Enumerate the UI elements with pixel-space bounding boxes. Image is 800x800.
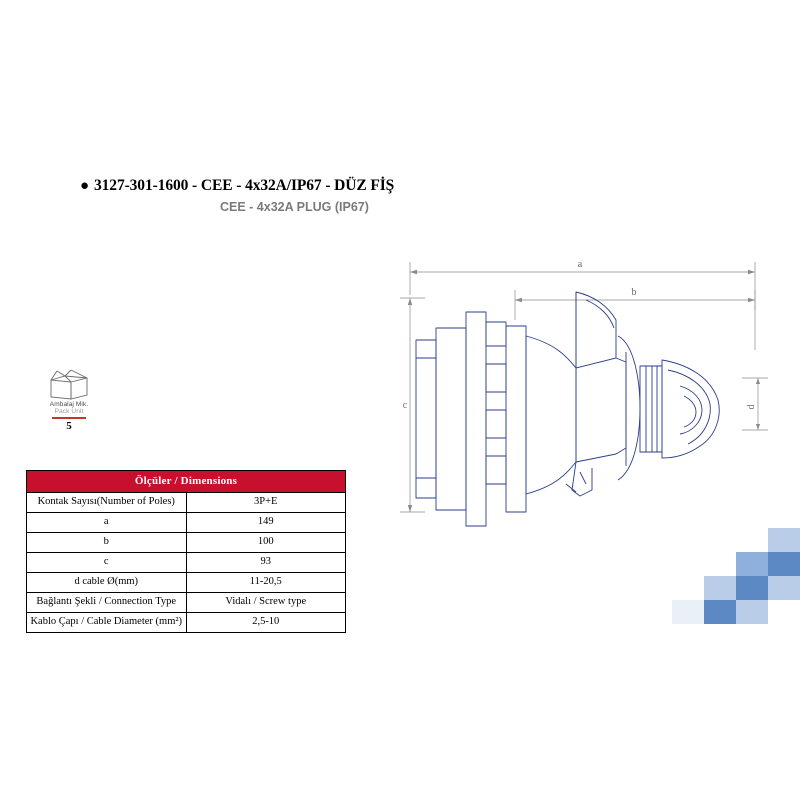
deco-square [768, 528, 800, 552]
deco-square [704, 600, 736, 624]
table-row [27, 553, 346, 573]
product-title-block [80, 176, 640, 214]
pack-unit-label-en: Pack Unit [54, 408, 84, 415]
table-row [27, 513, 346, 533]
table-cell-value: 3P+E [186, 493, 346, 513]
deco-square [672, 600, 704, 624]
technical-drawing [380, 240, 780, 540]
bullet-icon: ● [80, 177, 90, 194]
table-cell-label: Kontak Sayısı(Number of Poles) [27, 493, 187, 513]
table-row [27, 573, 346, 593]
pack-unit-block [36, 368, 102, 432]
table-row [27, 533, 346, 553]
table-cell-value: 11-20,5 [186, 573, 346, 593]
decorative-squares [670, 528, 800, 624]
table-cell-label: b [27, 533, 187, 553]
deco-square [768, 552, 800, 576]
table-cell-value: 2,5-10 [186, 613, 346, 633]
deco-square [768, 576, 800, 600]
table-row [27, 613, 346, 633]
table-row [27, 493, 346, 513]
dimension-label-d: d [746, 404, 757, 410]
deco-square [736, 600, 768, 624]
dimension-label-b: b [631, 287, 637, 298]
table-cell-label: a [27, 513, 187, 533]
deco-square [736, 576, 768, 600]
dimension-label-c: c [402, 400, 408, 411]
table-header-title: Ölçüler / Dimensions [27, 471, 346, 493]
table-cell-label: Bağlantı Şekli / Connection Type [27, 593, 187, 613]
table-cell-value: 149 [186, 513, 346, 533]
table-cell-label: Kablo Çapı / Cable Diameter (mm²) [27, 613, 187, 633]
deco-square [704, 576, 736, 600]
table-cell-value: 100 [186, 533, 346, 553]
table-cell-label: c [27, 553, 187, 573]
pack-unit-divider [52, 417, 86, 419]
table-cell-value: 93 [186, 553, 346, 573]
dimensions-table [26, 470, 346, 633]
table-header-row [27, 471, 346, 493]
table-cell-value: Vidalı / Screw type [186, 593, 346, 613]
table-row [27, 593, 346, 613]
deco-square [736, 552, 768, 576]
title-row [80, 176, 640, 195]
pack-unit-label-tr: Ambalaj Mik. [49, 401, 89, 408]
page-title: 3127-301-1600 - CEE - 4x32A/IP67 - DÜZ FİŞ [94, 177, 395, 194]
dimension-label-a: a [577, 259, 583, 270]
carton-box-icon [45, 368, 93, 400]
table-cell-label: d cable Ø(mm) [27, 573, 187, 593]
pack-unit-quantity: 5 [66, 420, 72, 432]
product-subtitle: CEE - 4x32A PLUG (IP67) [220, 200, 369, 214]
